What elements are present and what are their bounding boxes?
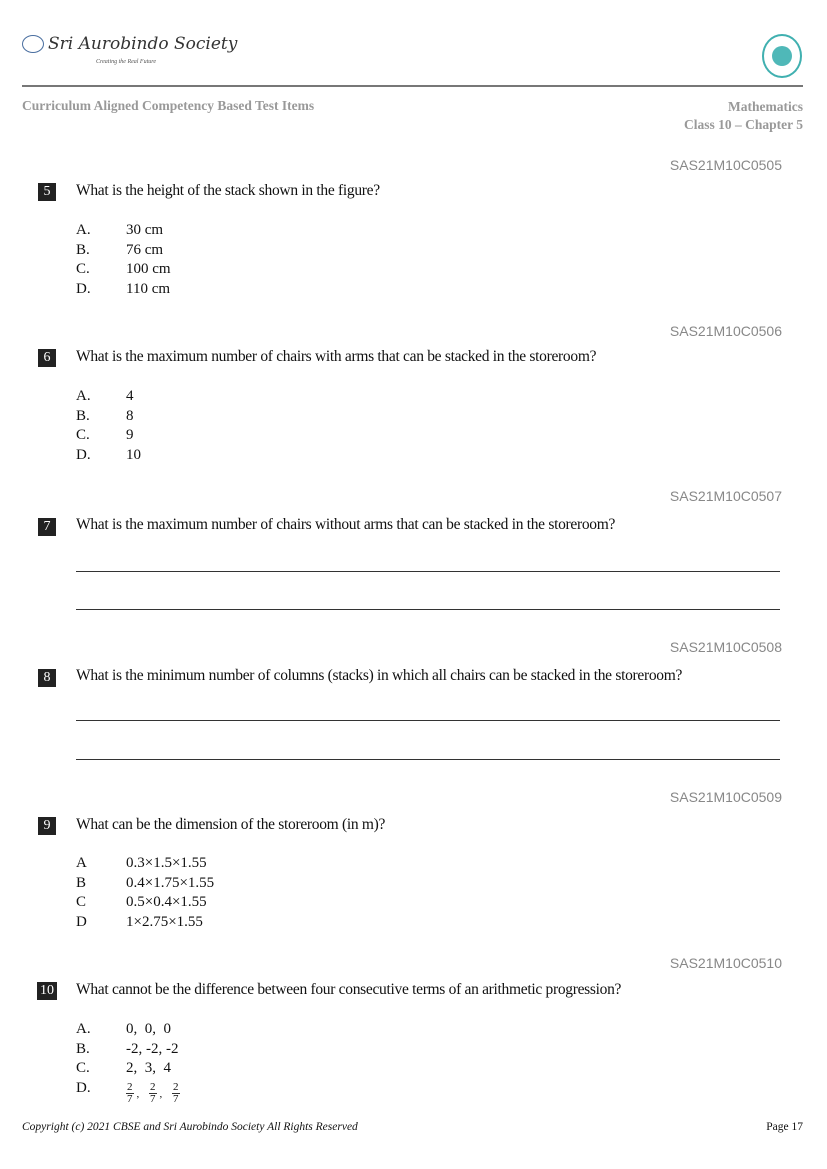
class-chapter: Class 10 – Chapter 5 — [683, 117, 803, 132]
question-code: SAS21M10C0506 — [669, 323, 782, 339]
fraction: $\frac{2}{7}$ — [173, 1080, 179, 1105]
option: B. -2, -2, -2 — [76, 1040, 179, 1057]
question-number: 7 — [38, 518, 56, 536]
logo-emblem-icon — [22, 35, 44, 53]
question-code: SAS21M10C0505 — [669, 157, 782, 173]
header-divider — [22, 85, 803, 87]
question-number: 8 — [38, 669, 56, 687]
option: D. 10 — [76, 446, 141, 463]
options-list — [76, 221, 171, 299]
question-text: What is the height of the stack shown in the figure? — [76, 182, 380, 199]
logo-tagline: Creating the Real Future — [96, 59, 157, 65]
question-text: What is the maximum number of chairs without arms that can be stacked in the storeroom? — [76, 516, 616, 533]
fraction: $\frac{2}{7}$ — [150, 1080, 156, 1105]
question-code: SAS21M10C0510 — [669, 955, 782, 971]
question-number: 5 — [38, 183, 56, 201]
page-number: Page 17 — [766, 1121, 803, 1133]
option: D. 110 cm — [76, 280, 171, 297]
option: C 0.5×0.4×1.55 — [76, 894, 207, 911]
option: B. 76 cm — [76, 241, 164, 258]
question-number: 9 — [38, 817, 56, 835]
copyright: Copyright (c) 2021 CBSE and Sri Aurobindo Society All Rights Reserved — [22, 1121, 358, 1133]
question-number: 6 — [38, 349, 56, 367]
option: A. 30 cm — [76, 222, 164, 238]
options-list — [76, 387, 141, 465]
question-text: What is the minimum number of columns (stacks) in which all chairs can be stacked in the storeroom? — [76, 667, 683, 684]
option: C. 2, 3, 4 — [76, 1060, 171, 1077]
fraction: $\frac{2}{7}$ — [127, 1080, 133, 1105]
option: C. 100 cm — [76, 261, 171, 278]
question-text: What can be the dimension of the storeroom (in m)? — [76, 816, 386, 833]
subject: Mathematics — [728, 99, 803, 114]
question-text: What cannot be the difference between four consecutive terms of an arithmetic progression? — [76, 981, 622, 998]
header-subject — [684, 98, 803, 134]
header-title: Curriculum Aligned Competency Based Test Items — [22, 98, 315, 113]
answer-line[interactable] — [76, 720, 780, 721]
options-list — [76, 854, 214, 932]
question-number: 10 — [37, 982, 57, 1000]
logo-text: Sri Aurobindo Society — [48, 34, 238, 54]
answer-line[interactable] — [76, 609, 780, 610]
option: A. 4 — [76, 388, 134, 404]
options-list — [76, 1020, 183, 1105]
option: B. 8 — [76, 407, 134, 424]
option: B 0.4×1.75×1.55 — [76, 874, 215, 891]
sas-logo — [22, 34, 237, 54]
question-code: SAS21M10C0509 — [669, 789, 782, 805]
option: A. 0, 0, 0 — [76, 1021, 171, 1037]
question-code: SAS21M10C0508 — [669, 639, 782, 655]
option: D. $\frac{2}{7}$ , $\frac{2}{7}$ , $\frac{2}{7}$ — [76, 1079, 179, 1105]
option: D 1×2.75×1.55 — [76, 913, 203, 930]
option: C. 9 — [76, 427, 134, 444]
question-text: What is the maximum number of chairs with arms that can be stacked in the storeroom? — [76, 348, 597, 365]
cbse-seal-icon — [762, 34, 802, 78]
answer-line[interactable] — [76, 571, 780, 572]
option: A 0.3×1.5×1.55 — [76, 855, 207, 871]
answer-line[interactable] — [76, 759, 780, 760]
question-code: SAS21M10C0507 — [669, 488, 782, 504]
